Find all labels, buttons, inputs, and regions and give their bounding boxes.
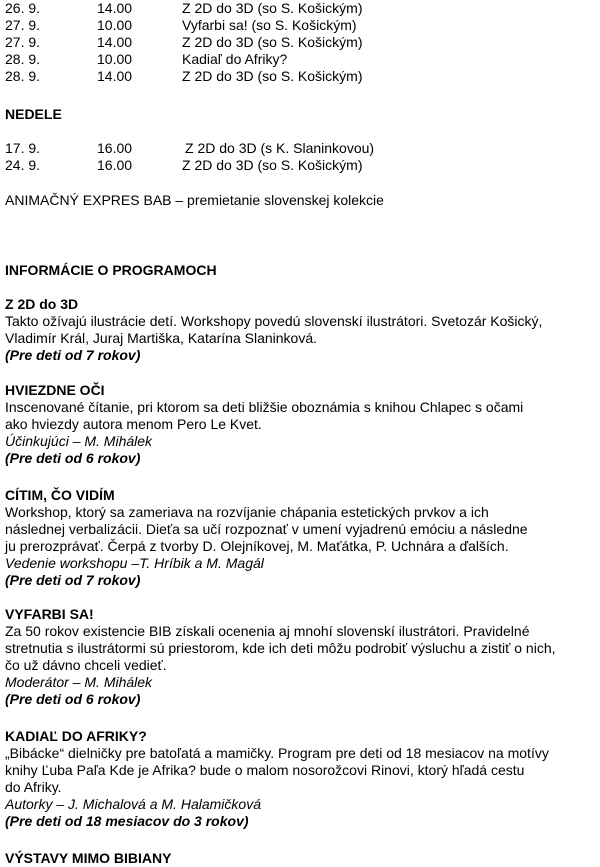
program-credit: Autorky – J. Michalová a M. Halamičková xyxy=(5,796,261,812)
schedule-sunday xyxy=(5,140,600,174)
program-citim-co-vidim xyxy=(5,487,528,589)
sundays-heading: NEDELE xyxy=(5,106,62,122)
exhibitions-heading: VÝSTAVY MIMO BIBIANY xyxy=(5,850,172,866)
program-credit: Vedenie workshopu –T. Hríbik a M. Magál xyxy=(5,555,264,571)
program-text: Vladimír Král, Juraj Martiška, Katarína Slaninková. xyxy=(5,330,318,346)
program-title: VYFARBI SA! xyxy=(5,606,94,622)
animation-line: ANIMAČNÝ EXPRES BAB – premietanie slovenskej kolekcie xyxy=(5,192,384,208)
program-title: HVIEZDNE OČI xyxy=(5,382,105,398)
program-text: Takto ožívajú ilustrácie detí. Workshopy povedú slovenskí ilustrátori. Svetozár Košický, xyxy=(5,313,543,329)
schedule-row: 26. 9. 14.00 Z 2D do 3D (so S. Košickým) xyxy=(5,0,363,16)
program-title: Z 2D do 3D xyxy=(5,296,79,312)
program-text: knihy Ľuba Paľa Kde je Afrika? bude o malom nosorožcovi Rinovi, ktorý hľadá cestu xyxy=(5,762,525,778)
program-text: čo už dávno chceli vedieť. xyxy=(5,657,167,673)
program-text: do Afriky. xyxy=(5,779,62,795)
program-text: ako hviezdy autora menom Pero Le Kvet. xyxy=(5,416,262,432)
program-hviezdne-oci xyxy=(5,382,523,467)
program-text: ju prerozprávať. Čerpá z tvorby D. Olejníkovej, M. Maťátka, P. Uchnára a ďalších. xyxy=(5,538,509,554)
schedule-row: 28. 9. 14.00 Z 2D do 3D (so S. Košickým) xyxy=(5,68,363,84)
program-age: (Pre deti od 7 rokov) xyxy=(5,572,141,588)
schedule-row: 28. 9. 10.00 Kadiaľ do Afriky? xyxy=(5,51,288,67)
program-age: (Pre deti od 7 rokov) xyxy=(5,347,141,363)
program-text: Za 50 rokov existencie BIB získali ocenenia aj mnohí slovenskí ilustrátori. Pravidelné xyxy=(5,623,530,639)
program-text: následnej verbalizácii. Dieťa sa učí rozpoznať v umení vyjadrenú emóciu a následne xyxy=(5,521,528,537)
program-kadial-do-afriky xyxy=(5,728,549,830)
schedule-row: 27. 9. 14.00 Z 2D do 3D (so S. Košickým) xyxy=(5,34,363,50)
program-age: (Pre deti od 6 rokov) xyxy=(5,691,141,707)
schedule-row: 24. 9. 16.00 Z 2D do 3D (so S. Košickým) xyxy=(5,157,363,173)
program-credit: Účinkujúci – M. Mihálek xyxy=(5,433,153,449)
program-age: (Pre deti od 18 mesiacov do 3 rokov) xyxy=(5,813,249,829)
program-title: CÍTIM, ČO VIDÍM xyxy=(5,487,115,503)
program-age: (Pre deti od 6 rokov) xyxy=(5,450,141,466)
info-heading: INFORMÁCIE O PROGRAMOCH xyxy=(5,262,217,278)
program-credit: Moderátor – M. Mihálek xyxy=(5,674,153,690)
program-text: Inscenované čítanie, pri ktorom sa deti bližšie oboznámia s knihou Chlapec s očami xyxy=(5,399,524,415)
schedule-row: 17. 9. 16.00 Z 2D do 3D (s K. Slaninkovou) xyxy=(5,140,375,156)
schedule-top xyxy=(5,0,600,85)
program-z2d-do-3d xyxy=(5,296,542,364)
program-text: „Bibácke“ dielničky pre batoľatá a mamičky. Program pre deti od 18 mesiacov na motívy xyxy=(5,745,549,761)
program-vyfarbi-sa xyxy=(5,606,556,708)
schedule-row: 27. 9. 10.00 Vyfarbi sa! (so S. Košickým) xyxy=(5,17,357,33)
program-text: stretnutia s ilustrátormi sú priestorom, kde ich deti môžu podrobiť výsluchu a zistiť o nich, xyxy=(5,640,556,656)
program-title: KADIAĽ DO AFRIKY? xyxy=(5,728,147,744)
program-text: Workshop, ktorý sa zameriava na rozvíjanie chápania estetických prvkov a ich xyxy=(5,504,489,520)
